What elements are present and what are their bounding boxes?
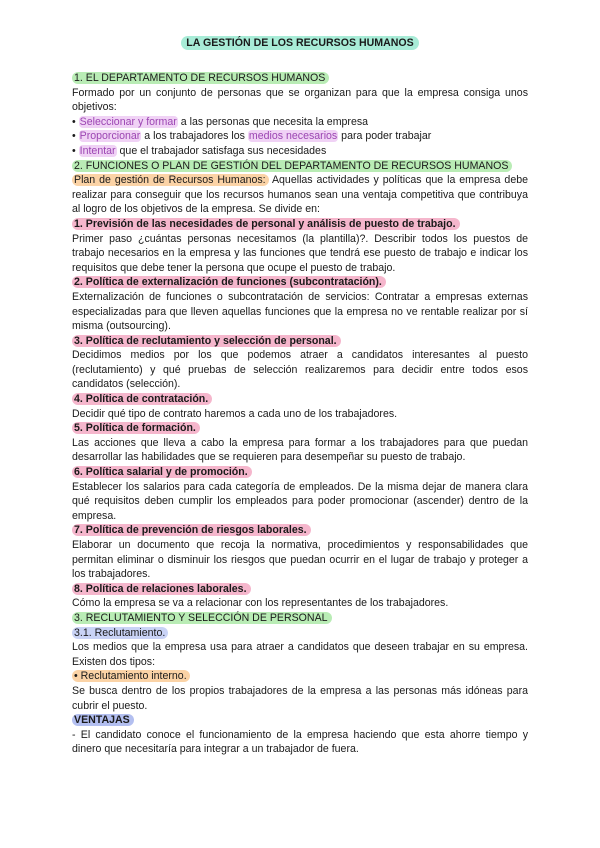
policy-text-2: Externalización de funciones o subcontratación de servicios: Contratar a empresas externas especializadas para que lleven aquellas funciones que la empresa no ve rentable realizar por sí misma (outsourcing). <box>72 290 528 333</box>
bullet-marker: • <box>72 144 79 157</box>
policy-heading-text: 1. Previsión de las necesidades de personal y análisis de puesto de trabajo. <box>72 218 460 230</box>
policy-heading-text: 6. Política salarial y de promoción. <box>72 466 252 478</box>
internal-recruitment-text: • Reclutamiento interno. <box>72 670 190 682</box>
section-1-heading <box>72 71 528 86</box>
section-2-heading-text: 2. FUNCIONES O PLAN DE GESTIÓN DEL DEPARTAMENTO DE RECURSOS HUMANOS <box>72 160 512 172</box>
policy-heading-text: 4. Política de contratación. <box>72 393 212 405</box>
section-2-heading <box>72 159 528 174</box>
section-1-intro: Formado por un conjunto de personas que se organizan para que la empresa consiga unos objetivos: <box>72 86 528 114</box>
document-body <box>72 71 528 757</box>
policy-heading-3 <box>72 334 528 349</box>
highlighted-term: medios necesarios <box>248 130 338 143</box>
policy-text-8: Cómo la empresa se va a relacionar con los representantes de los trabajadores. <box>72 597 449 610</box>
section-1-heading-text: 1. EL DEPARTAMENTO DE RECURSOS HUMANOS <box>72 72 329 84</box>
objective-bullet-1 <box>72 115 528 130</box>
policy-heading-1 <box>72 217 528 232</box>
highlighted-term: Seleccionar y formar <box>79 115 177 128</box>
advantages-text: - El candidato conoce el funcionamiento de la empresa haciendo que esta ahorre tiempo y dinero que necesitaría para integrar a un trabajador de fuera. <box>72 728 528 756</box>
policy-heading-6 <box>72 465 528 480</box>
policy-text-3: Decidimos medios por los que podemos atraer a candidatos interesantes al puesto (reclutamiento) y qué pruebas de selección realizaremos para decidir entre todos esos candidatos (selección). <box>72 349 528 391</box>
policy-text-1: Primer paso ¿cuántas personas necesitamos (la plantilla)?. Describir todos los puestos de trabajo necesarios en la empresa y las funciones que tendrá ese puesto de trabajo e indicar los requisitos que debe tener la persona que ocupe el puesto de trabajo. <box>72 232 528 274</box>
policy-text-5: Las acciones que lleva a cabo la empresa para formar a los trabajadores para que puedan desarrollar las habilidades que se requieren para desempeñar su puesto de trabajo. <box>72 436 528 464</box>
bullet-text: para poder trabajar <box>338 130 432 143</box>
bullet-text: a las personas que necesita la empresa <box>177 115 369 128</box>
bullet-marker: • <box>72 115 79 128</box>
section-3-heading-text: 3. RECLUTAMIENTO Y SELECCIÓN DE PERSONAL <box>72 612 332 624</box>
bullet-text: que el trabajador satisfaga sus necesidades <box>116 144 327 157</box>
policy-heading-text: 5. Política de formación. <box>72 422 200 434</box>
subsection-heading <box>72 626 528 641</box>
internal-recruitment-description: Se busca dentro de los propios trabajadores de la empresa a las personas más idóneas para cubrir el puesto. <box>72 684 528 712</box>
plan-definition <box>72 173 528 217</box>
document-title-text: LA GESTIÓN DE LOS RECURSOS HUMANOS <box>181 36 418 50</box>
subsection-heading-text: 3.1. Reclutamiento. <box>72 627 168 639</box>
bullet-text: a los trabajadores los <box>141 130 248 143</box>
policy-heading-5 <box>72 421 528 436</box>
objective-bullet-3 <box>72 144 528 159</box>
policy-heading-text: 8. Política de relaciones laborales. <box>72 583 251 595</box>
policy-heading-2 <box>72 275 528 290</box>
section-3-heading <box>72 611 528 626</box>
policy-heading-7 <box>72 523 528 538</box>
policy-text-7: Elaborar un documento que recoja la normativa, procedimientos y responsabilidades que permitan eliminar o disminuir los riesgos que puedan ocurrir en el lugar de trabajo y proteger a los trabajadores. <box>72 539 528 581</box>
internal-recruitment-label <box>72 669 528 684</box>
plan-text: Aquellas actividades y políticas que la empresa debe realizar para conseguir que los recursos humanos sean una ventaja competitiva que contribuya al logro de los objetivos de la empresa. Se divide en: <box>72 174 528 216</box>
policy-heading-text: 3. Política de reclutamiento y selección de personal. <box>72 335 341 347</box>
policy-heading-8 <box>72 582 528 597</box>
policy-heading-text: 2. Política de externalización de funciones (subcontratación). <box>72 276 386 288</box>
policy-text-6: Establecer los salarios para cada categoría de empleados. De la misma dejar de manera clara qué requisitos deben cumplir los empleados para poder promocionar (ascender) dentro de la empresa. <box>72 480 528 522</box>
policy-text-4: Decidir qué tipo de contrato haremos a cada uno de los trabajadores. <box>72 407 398 420</box>
highlighted-term: Intentar <box>79 144 116 157</box>
objective-bullet-2 <box>72 129 528 144</box>
advantages-label-text: VENTAJAS <box>72 714 134 726</box>
highlighted-term: Proporcionar <box>79 130 141 143</box>
plan-label: Plan de gestión de Recursos Humanos: <box>72 174 269 186</box>
advantages-label <box>72 713 528 728</box>
subsection-text: Los medios que la empresa usa para atraer a candidatos que deseen trabajar en su empresa. Existen dos tipos: <box>72 641 528 668</box>
policy-heading-4 <box>72 392 528 407</box>
bullet-marker: • <box>72 130 79 143</box>
document-title <box>0 36 600 51</box>
policy-heading-text: 7. Política de prevención de riesgos laborales. <box>72 524 311 536</box>
